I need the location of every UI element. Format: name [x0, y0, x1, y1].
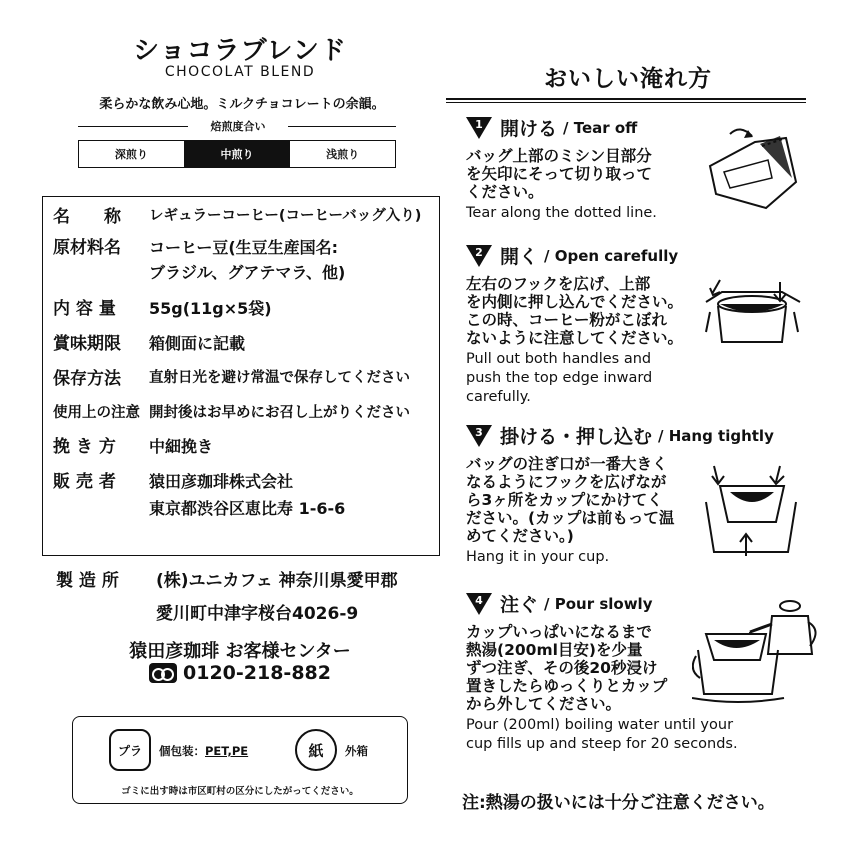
pla-mark: プラ [117, 743, 142, 758]
roast-level-dark: 深煎り [79, 141, 185, 167]
product-info-table [42, 196, 440, 556]
pour-kettle-illustration [692, 594, 822, 704]
step-title-en: / Tear off [563, 118, 638, 137]
recycle-box [72, 716, 408, 804]
maker-key: 製 造 所 [56, 571, 119, 591]
info-key: 保存方法 [53, 369, 121, 389]
phone-row [60, 662, 420, 684]
info-value: 東京都渋谷区恵比寿 1-6-6 [149, 498, 346, 518]
brew-rule [446, 102, 806, 103]
roast-scale [78, 118, 396, 168]
plastic-label: 個包装：PET,PE [159, 744, 249, 758]
info-row-expiry [53, 336, 431, 353]
info-row-storage [53, 371, 431, 388]
info-row-ingredients [53, 240, 431, 257]
roast-level-light: 浅煎り [326, 148, 360, 161]
brew-rule [446, 98, 806, 100]
recycle-note: ゴミに出す時は市区町村の区分にしたがってください。 [121, 786, 359, 797]
brew-step-2 [466, 242, 706, 407]
step-number-icon: 3 [466, 425, 492, 447]
paper-recycle-icon [295, 729, 337, 771]
brew-title: おいしい淹れ方 [544, 66, 712, 92]
paper-mark: 紙 [308, 741, 324, 760]
roast-label: 焙煎度合い [188, 118, 288, 134]
hang-bag-illustration [700, 462, 810, 558]
info-value: レギュラーコーヒー(コーヒーバッグ入り) [149, 208, 422, 224]
step-title-jp: 開く [500, 246, 539, 268]
info-key: 内 容 量 [53, 299, 116, 319]
step-body-jp: 左右のフックを広げ、上部 を内側に押し込んでください。 この時、コーヒー粉がこぼれ ないように注意してください。 [466, 275, 684, 347]
info-key: 挽 き 方 [53, 436, 116, 457]
plastic-materials: PET,PE [205, 744, 249, 758]
phone-number: 0120-218-882 [183, 662, 331, 684]
product-title: ショコラブレンド [133, 36, 347, 66]
step-body-jp: バッグ上部のミシン目部分 を矢印にそって切り取って ください。 [466, 147, 653, 201]
maker-value: (株)ユニカフェ 神奈川県愛甲郡 [156, 571, 398, 591]
product-tagline: 柔らかな飲み心地。ミルクチョコレートの余韻。 [99, 97, 385, 112]
info-row-grind [53, 436, 431, 457]
info-row-seller-address [53, 498, 431, 518]
manufacturer [56, 566, 436, 624]
paper-label: 外箱 [345, 744, 368, 758]
step-body-en: Pour (200ml) boiling water until your cup fills up and steep for 20 seconds. [466, 717, 738, 752]
hot-water-caution: 注:熱湯の扱いには十分ご注意ください。 [462, 793, 775, 813]
tear-bag-illustration [700, 122, 810, 222]
roast-levels [78, 140, 396, 168]
info-value: コーヒー豆(生豆生産国名: [149, 238, 339, 257]
info-value: 猿田彦珈琲株式会社 [149, 471, 294, 491]
brew-step-1 [466, 114, 706, 223]
step-number-icon: 4 [466, 593, 492, 615]
info-value: 箱側面に記載 [149, 334, 246, 353]
info-key: 原材料名 [53, 238, 121, 258]
step-body-en: Hang it in your cup. [466, 549, 610, 565]
info-row-caution [53, 406, 431, 421]
step-title-jp: 掛ける・押し込む [500, 426, 653, 448]
step-body-jp: カップいっぱいになるまで 熱湯(200ml目安)を少量 ずつ注ぎ、その後20秒浸け 置きしたらゆっくりとカップ から外してください。 [466, 623, 668, 713]
step-body-en: Pull out both handles and push the top edge inward carefully. [466, 351, 653, 405]
step-number-icon: 1 [466, 117, 492, 139]
info-key: 販 売 者 [53, 471, 116, 492]
step-body-jp: バッグの注ぎ口が一番大きく なるようにフックを広げなが ら3ヶ所をカップにかけてく ださい。(カップは前もって温 めてください。) [466, 455, 675, 545]
step-number-icon: 2 [466, 245, 492, 267]
info-value: 開封後はお早めにお召し上がりください [149, 405, 410, 421]
customer-center: 猿田彦珈琲 お客様センター [129, 641, 351, 662]
step-title-en: / Pour slowly [544, 594, 653, 613]
plastic-recycle-icon [109, 729, 151, 771]
info-row-seller [53, 471, 431, 492]
info-value: 直射日光を避け常温で保存してください [149, 370, 410, 386]
free-dial-icon [149, 663, 177, 683]
info-value: 中細挽き [149, 436, 214, 456]
step-title-en: / Hang tightly [658, 426, 774, 445]
step-heading [466, 114, 706, 141]
step-heading [466, 422, 826, 449]
step-body-en: Tear along the dotted line. [466, 205, 657, 221]
info-value: ブラジル、グアテマラ、他) [149, 263, 346, 282]
open-bag-illustration [700, 272, 810, 362]
step-heading [466, 242, 706, 269]
roast-level-medium-selected: 中煎り [185, 141, 291, 167]
info-row-ingredients-cont [53, 265, 431, 281]
step-title-jp: 注ぐ [500, 594, 539, 616]
info-value: 55g(11g×5袋) [149, 299, 272, 318]
maker-address: 愛川町中津字桜台4026-9 [156, 604, 359, 624]
info-row-content [53, 301, 431, 318]
step-title-jp: 開ける [500, 118, 558, 140]
step-title-en: / Open carefully [544, 246, 679, 265]
product-subtitle: CHOCOLAT BLEND [164, 64, 316, 80]
info-row-name [53, 209, 431, 226]
info-key: 賞味期限 [53, 334, 121, 354]
info-key: 使用上の注意 [53, 405, 140, 421]
info-key: 名 称 [53, 207, 121, 227]
